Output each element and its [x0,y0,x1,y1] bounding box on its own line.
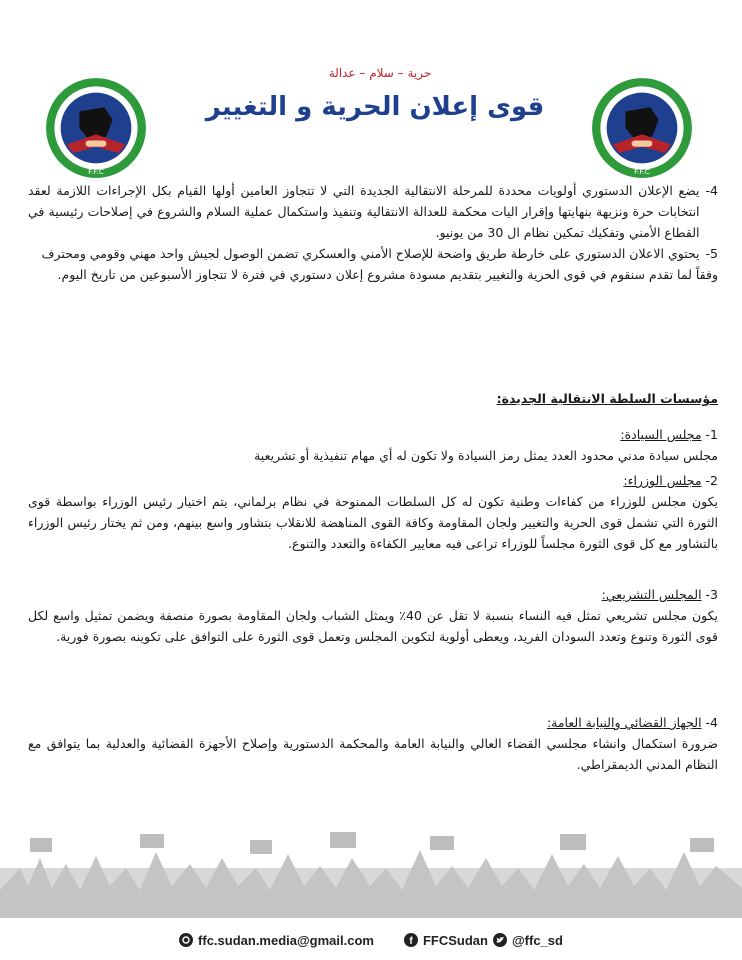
point-text: يحتوي الاعلان الدستوري على خارطة طريق واضحة للإصلاح الأمني والعسكري تضمن الوصول لجيش واحد مهني وقومي ومحترف [41,246,700,261]
institutions-heading: مؤسسات السلطة الانتقالية الجديدة: [496,391,718,406]
point-item [28,243,718,264]
svg-text:F.F.C: F.F.C [634,166,650,176]
closing-paragraph: وفقاً لما تقدم سنقوم في قوى الحرية والتغيير بتقديم مسودة مشروع إعلان دستوري في فترة لا تتجاوز الأسبوعين من تاريخ اليوم. [57,267,718,282]
institution-text: ضرورة استكمال وانشاء مجلسي القضاء العالي والنيابة العامة والمحكمة الدستورية وإصلاح الأجهزة القضائية والعدلية بما يتوافق مع النظام المدني الديمقراطي. [28,736,718,772]
point-number: 5- [705,246,718,261]
letterhead [0,0,742,176]
institution-2 [28,470,718,554]
email-contact[interactable] [179,933,374,948]
email-address: ffc.sudan.media@gmail.com [198,932,374,948]
email-icon [179,933,193,947]
svg-text:f: f [409,936,413,947]
institution-title: مجلس الوزراء: [623,473,702,488]
ffc-logo-left [44,76,148,180]
social-contacts[interactable] [404,933,563,948]
facebook-icon [404,933,418,947]
point-item [28,180,718,243]
institution-number: 3- [705,587,718,602]
institution-text: يكون مجلس للوزراء من كفاءات وطنية تكون له كل السلطات الممنوحة في نظام برلماني، يتم اختيار رئيس الوزراء بواسطة قوى الثورة التي تشمل قوى الحرية والتغيير ولجان المقاومة وكافة القوى المناهضة للانقلاب بتشاور واسع بينهم، ومن ثم يختار رئيس الوزراء بالتشاور مع كل قوى الثورة مجلساً للوزراء تراعى فيه معايير الكفاءة والتعدد والتنوع. [28,494,718,551]
institution-title: المجلس التشريعي: [601,587,702,602]
institution-number: 2- [705,473,718,488]
institution-1 [28,424,718,466]
institution-title: الجهاز القضائي والنيابة العامة: [546,715,702,730]
svg-text:F.F.C: F.F.C [88,166,104,176]
points-section [28,180,718,285]
crowd-silhouette-art [0,828,742,918]
slogan: حرية – سلام – عدالة [328,66,432,80]
institution-title: مجلس السيادة: [620,427,702,442]
institution-3 [28,584,718,647]
institution-number: 4- [705,715,718,730]
ffc-logo-right [590,76,694,180]
twitter-icon [493,933,507,947]
institution-number: 1- [705,427,718,442]
institution-text: يكون مجلس تشريعي تمثل فيه النساء بنسبة لا تقل عن 40٪ ويمثل الشباب ولجان المقاومة بصورة منصفة ويضمن تمثيل واسع لكل قوى الثورة وتنوع وتعدد السودان الفريد، ويعطى أولوية لتكوين المجلس وتعمل قوى الثورة على التوافق على تكوينه بصورة فورية. [28,608,718,644]
institution-4 [28,712,718,775]
twitter-handle: @ffc_sd [511,932,563,948]
point-number: 4- [705,183,718,198]
institution-text: مجلس سيادة مدني محدود العدد يمثل رمز السيادة ولا تكون له أي مهام تنفيذية أو تشريعية [254,448,718,463]
point-text: يضع الإعلان الدستوري أولويات محددة للمرحلة الانتقالية الجديدة التي لا تتجاوز العامين أولها القيام بكل الإجراءات اللازمة لعقد انتخابات حرة ونزيهة بنهايتها وإقرار اليات محكمة للعدالة الانتقالية وتنفيذ واستكمال عملية السلام والشروع في إصلاحات رئيسية في القطاع الأمني وتفكيك تمكين نظام ال 30 من يونيو. [28,183,700,240]
footer-contact-bar [0,920,742,960]
organization-title: قوى إعلان الحرية و التغيير [205,92,545,122]
facebook-handle: FFCSudan [422,932,488,948]
